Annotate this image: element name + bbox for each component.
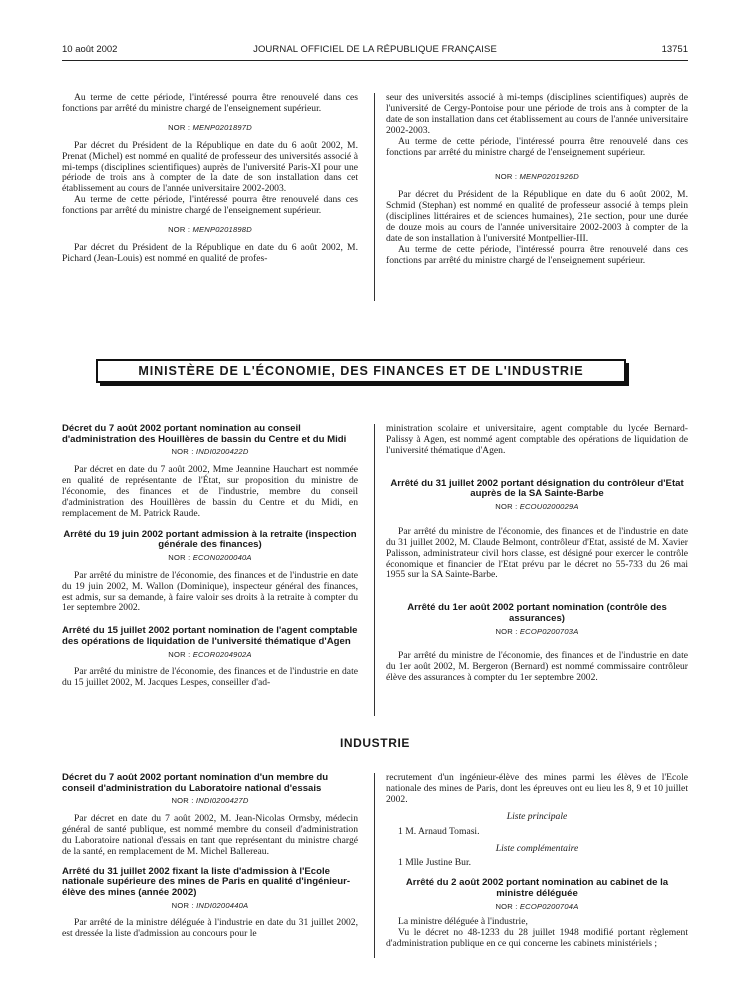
paragraph: Par arrêté du ministre de l'économie, des finances et de l'industrie en date du 19 juin 2002, M. Wallon (Dominique), inspecteur général des finances, est admis, sur sa demande, à faire valoir ses droits à la retraite à compter du 1er septembre 2002. [62, 569, 358, 614]
paragraph: Par décret du Président de la République en date du 6 août 2002, M. Pichard (Jean-Louis) est nommé en qualité de profes- [62, 241, 358, 264]
decree-title: Arrêté du 1er août 2002 portant nomination (contrôle des assurances) [407, 602, 667, 624]
header-rule [62, 60, 688, 61]
ministry-heading-box [96, 359, 626, 383]
column-divider [374, 93, 375, 301]
decree-title: Décret du 7 août 2002 portant nomination d'un membre du conseil d'administration du Laboratoire national d'essais [62, 772, 329, 794]
paragraph: Par arrêté de la ministre déléguée à l'industrie en date du 31 juillet 2002, est dressée la liste d'admission au concours pour le [62, 917, 358, 940]
paragraph: Par arrêté du ministre de l'économie, des finances et de l'industrie en date du 1er août 2002, M. Bergeron (Bernard) est nommé commissaire contrôleur élève des assurances à compter du 1er septembre 2002. [386, 650, 688, 684]
bottom-left-column [62, 773, 358, 940]
nor-reference: NOR : ECON0200040A [168, 552, 252, 562]
column-divider [374, 424, 375, 716]
list-item: 1 Mlle Justine Bur. [398, 857, 472, 869]
decree-title: Arrêté du 15 juillet 2002 portant nomination de l'agent comptable des opérations de liquidation de l'université thématique d'Agen [62, 625, 358, 647]
paragraph: Par arrêté du ministre de l'économie, des finances et de l'industrie en date du 15 juillet 2002, M. Jacques Lespes, conseiller d'ad- [62, 666, 358, 689]
nor-reference: NOR : ECOU0200029A [495, 501, 579, 511]
nor-reference: NOR : ECOR0204902A [168, 649, 252, 659]
nor-reference: NOR : MENP0201898D [168, 225, 252, 235]
paragraph: Par décret du Président de la République en date du 6 août 2002, M. Prenat (Michel) est nommé en qualité de professeur des universités associé à mi-temps (disciplines scientifiques) auprès de l'université Paris-XI pour une période de trois ans à compter de la date de son installation dans cet établissement au cours de l'année universitaire 2002-2003. [62, 139, 358, 195]
page-number: 13751 [661, 44, 688, 55]
issue-date: 10 août 2002 [62, 44, 118, 55]
decree-title: Décret du 7 août 2002 portant nomination au conseil d'administration des Houillères de bassin du Centre et du Midi [62, 423, 347, 445]
nor-reference: NOR : INDI0200440A [171, 900, 249, 910]
paragraph: Par décret en date du 7 août 2002, M. Jean-Nicolas Ormsby, médecin général de santé publique, est nommé membre du conseil d'administration du Laboratoire national d'essais en tant que représentant du ministre chargé de la santé, en remplacement de M. Michel Ballereau. [62, 813, 358, 857]
paragraph: Au terme de cette période, l'intéressé pourra être renouvelé dans ces fonctions par arrêté du ministre chargé de l'enseignement supérieur. [62, 194, 358, 217]
decree-title: Arrêté du 19 juin 2002 portant admission à la retraite (inspection générale des finances) [63, 528, 357, 551]
paragraph: ministration scolaire et universitaire, agent comptable du lycée Bernard-Palissy à Agen, est nommé agent comptable des opérations de liquidation de l'université thématique d'Agen. [386, 423, 688, 456]
bottom-right-column [386, 773, 688, 950]
paragraph: seur des universités associé à mi-temps (disciplines scientifiques) auprès de l'université de Cergy-Pontoise pour une période de trois ans à compter de la date de son installation dans cet établissement au cours de l'année universitaire 2002-2003. [386, 92, 688, 136]
middle-right-column [386, 424, 688, 684]
top-left-column [62, 93, 358, 265]
paragraph: Par décret en date du 7 août 2002, Mme Jeannine Hauchart est nommée en qualité de représentante de l'État, sur proposition du ministre de l'économie, des finances et de l'industrie, membre du conseil d'administration des Houillères de bassin du Centre et du Midi, en remplacement de M. Patrick Raude. [62, 464, 358, 519]
nor-reference: NOR : MENP0201897D [168, 122, 252, 132]
list-heading: Liste complémentaire [495, 842, 579, 854]
decree-title: Arrêté du 2 août 2002 portant nomination au cabinet de la ministre déléguée [405, 877, 669, 899]
paragraph: Au terme de cette période, l'intéressé pourra être renouvelé dans ces fonctions par arrêté du ministre chargé de l'enseignement supérieur. [386, 243, 688, 266]
nor-reference: NOR : INDI0200422D [171, 447, 249, 457]
middle-left-column [62, 424, 358, 689]
journal-title: JOURNAL OFFICIEL DE LA RÉPUBLIQUE FRANÇAISE [253, 44, 497, 55]
paragraph: Par décret du Président de la République en date du 6 août 2002, M. Schmid (Stephan) est nommé en qualité de professeur associé à temps plein (disciplines littéraires et de sciences humaines), 21e section, pour une durée de douze mois au cours de l'année universitaire 2002-2003 à compter de la date de son installation à l'université Montpellier-III. [386, 189, 688, 244]
decree-title: Arrêté du 31 juillet 2002 fixant la liste d'admission à l'Ecole nationale supérieure des mines de Paris en qualité d'ingénieur-élève des mines (année 2002) [62, 865, 351, 898]
ministry-title: MINISTÈRE DE L'ÉCONOMIE, DES FINANCES ET DE L'INDUSTRIE [138, 364, 584, 378]
list-item: 1 M. Arnaud Tomasi. [398, 825, 480, 837]
paragraph: Vu le décret no 48-1233 du 28 juillet 1948 modifié portant règlement d'administration publique en ce qui concerne les cabinets ministériels ; [386, 927, 688, 950]
nor-reference: NOR : INDI0200427D [171, 796, 249, 806]
decree-title: Arrêté du 31 juillet 2002 portant désignation du contrôleur d'Etat auprès de la SA Sainte-Barbe [390, 477, 684, 500]
list-heading: Liste principale [506, 810, 568, 822]
paragraph: La ministre déléguée à l'industrie, [398, 916, 528, 928]
running-header [62, 44, 688, 58]
paragraph: Au terme de cette période, l'intéressé pourra être renouvelé dans ces fonctions par arrêté du ministre chargé de l'enseignement supérieur. [386, 135, 688, 158]
nor-reference: NOR : MENP0201926D [495, 172, 579, 182]
paragraph: Par arrêté du ministre de l'économie, des finances et de l'industrie en date du 31 juillet 2002, M. Claude Belmont, contrôleur d'Etat, assisté de M. Xavier Palisson, administrateur civil hors classe, est désigné pour exercer le contrôle économique et financier de l'Etat prévu par le décret no 55-733 du 26 mai 1955 sur la SA Sainte-Barbe. [386, 525, 688, 581]
paragraph: recrutement d'un ingénieur-élève des mines parmi les élèves de l'Ecole nationale des mines de Paris, dont les épreuves ont eu lieu les 8, 9 et 10 juillet 2002. [386, 772, 688, 805]
section-heading-industrie: INDUSTRIE [339, 736, 411, 750]
nor-reference: NOR : ECOP0200703A [495, 626, 579, 636]
paragraph: Au terme de cette période, l'intéressé pourra être renouvelé dans ces fonctions par arrêté du ministre chargé de l'enseignement supérieur. [62, 92, 358, 114]
column-divider [374, 773, 375, 958]
top-right-column [386, 93, 688, 267]
nor-reference: NOR : ECOP0200704A [495, 901, 579, 911]
